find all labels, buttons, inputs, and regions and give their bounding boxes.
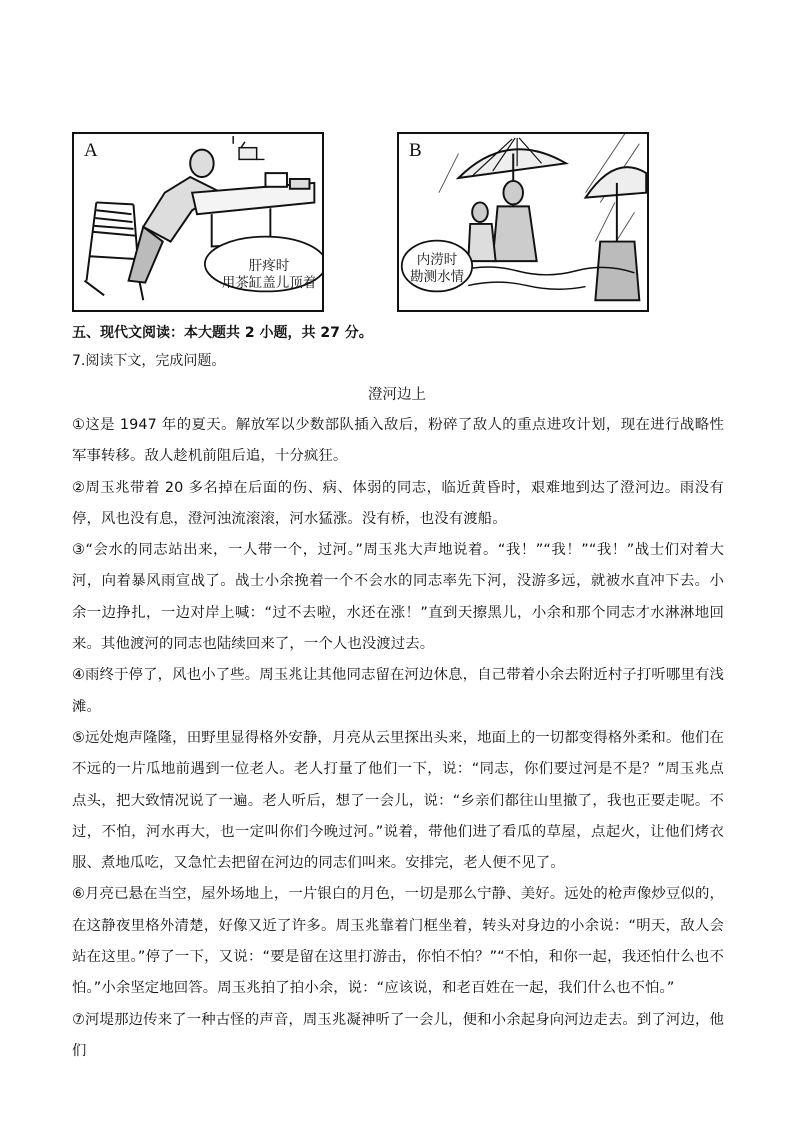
caption-line: 肝疼时 <box>248 258 290 274</box>
caption-line: 内涝时 <box>416 252 458 268</box>
paragraph: ②周玉兆带着 20 多名掉在后面的伤、病、体弱的同志，临近黄昏时，艰难地到达了澄河边。雨没有停，风也没有息，澄河浊流滚滚，河水猛涨。没有桥，也没有渡船。 <box>72 479 724 527</box>
paragraph: ④雨终于停了，风也小了些。周玉兆让其他同志留在河边休息，自己带着小余去附近村子打听哪里有浅滩。 <box>72 667 724 715</box>
illustration-b <box>397 132 649 312</box>
illustration-a <box>72 132 324 312</box>
paragraph: ⑦河堤那边传来了一种古怪的声音，周玉兆凝神听了一会儿，便和小余起身向河边走去。到了河边，他们 <box>72 1011 724 1059</box>
speech-bubble <box>403 252 471 286</box>
figure-label: B <box>409 140 422 161</box>
figure-label: A <box>84 140 98 161</box>
paragraph: ⑥月亮已悬在当空，屋外场地上，一片银白的月色，一切是那么宁静、美好。远处的枪声像炒豆似的，在这静夜里格外清楚，好像又近了许多。周玉兆靠着门框坐着，转头对身边的小余说：“明天，敌人会站在这里。”停了一下，又说：“要是留在这里打游击，你怕不怕？”“不怕，和你一起，我还怕什么也不怕。”小余坚定地回答。周玉兆拍了拍小余，说：“应该说，和老百姓在一起，我们什么也不怕。” <box>72 886 724 997</box>
caption-line: 勘测水情 <box>410 269 464 285</box>
question-prompt: 7.阅读下文，完成问题。 <box>72 353 226 369</box>
speech-bubble <box>209 258 324 292</box>
paragraph: ①这是 1947 年的夏天。解放军以少数部队插入敌后，粉碎了敌人的重点进攻计划，现在进行战略性军事转移。敌人趁机前阻后追，十分疯狂。 <box>72 417 724 465</box>
paragraph: ③“会水的同志站出来，一人带一个，过河。”周玉兆大声地说着。“我！”“我！”“我！”战士们对着大河，向着暴风雨宣战了。战士小余挽着一个不会水的同志率先下河，没游多远，就被水直冲下去。小余一边挣扎，一边对岸上喊：“过不去啦，水还在涨！”直到天擦黑儿，小余和那个同志才水淋淋地回来。其他渡河的同志也陆续回来了，一个人也没渡过去。 <box>72 542 724 653</box>
section-heading: 五、现代文阅读：本大题共 2 小题，共 27 分。 <box>72 325 373 341</box>
article-title: 澄河边上 <box>368 387 426 403</box>
caption-line: 用茶缸盖儿顶着 <box>221 275 317 291</box>
article-body <box>72 410 724 1067</box>
paragraph: ⑤远处炮声隆隆，田野里显得格外安静，月亮从云里探出头来，地面上的一切都变得格外柔和。他们在不远的一片瓜地前遇到一位老人。老人打量了他们一下，说：“同志，你们要过河是不是？”周玉兆点点头，把大致情况说了一遍。老人听后，想了一会儿，说：“乡亲们都往山里撤了，我也正要走呢。不过，不怕，河水再大，也一定叫你们今晚过河。”说着，带他们进了看瓜的草屋，点起火，让他们烤衣服、煮地瓜吃，又急忙去把留在河边的同志们叫来。安排完，老人便不见了。 <box>72 729 724 872</box>
